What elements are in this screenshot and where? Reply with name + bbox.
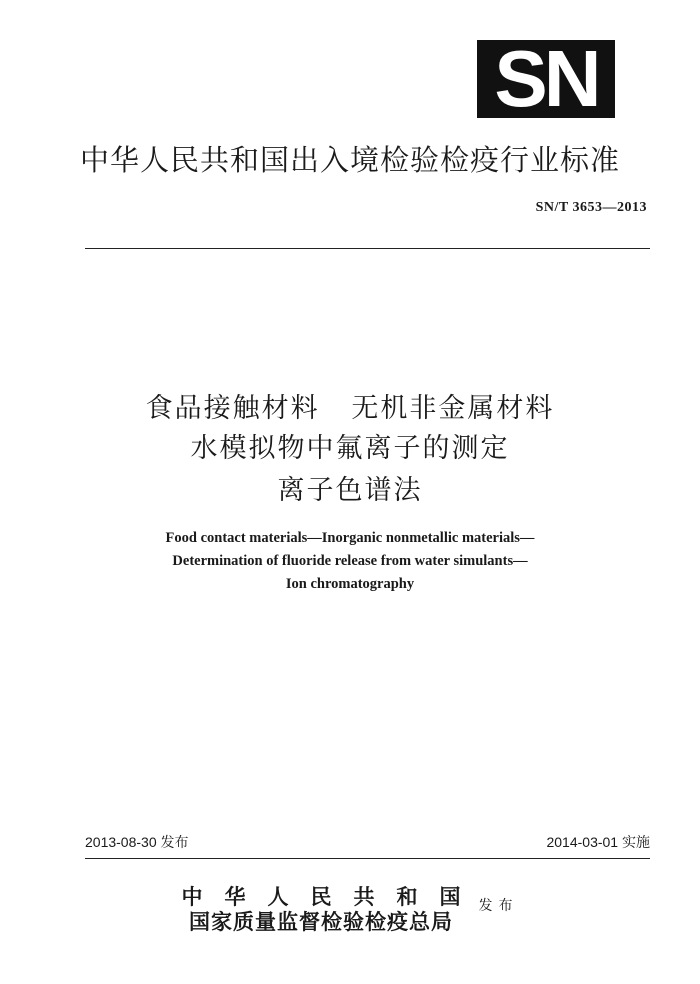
standard-number: SN/T 3653—2013 [535, 200, 647, 215]
publish-label: 发布 [478, 898, 519, 914]
publisher-line-1: 中华人民共和国 [181, 884, 483, 909]
issue-date: 2013-08-30 发布 [85, 834, 189, 850]
english-title-line-1: Food contact materials—Inorganic nonmetallic materials— [165, 530, 535, 546]
chinese-title-line-1: 食品接触材料 无机非金属材料 [145, 393, 555, 424]
issuer-title: 中华人民共和国出入境检验检疫行业标准 [79, 143, 620, 177]
publisher-block [0, 885, 700, 935]
publisher-names [181, 884, 483, 935]
chinese-title-line-2: 水模拟物中氟离子的测定 [190, 433, 510, 464]
implementation-date: 2014-03-01 实施 [546, 834, 650, 850]
english-title-line-3: Ion chromatography [285, 576, 415, 592]
chinese-title-line-3: 离子色谱法 [277, 475, 423, 506]
english-title-line-2: Determination of fluoride release from water simulants— [172, 553, 528, 569]
sn-logo: SN [477, 40, 615, 118]
top-divider [85, 248, 650, 249]
bottom-divider [85, 858, 650, 859]
publisher-line-2: 国家质量监督检验检疫总局 [189, 909, 453, 934]
